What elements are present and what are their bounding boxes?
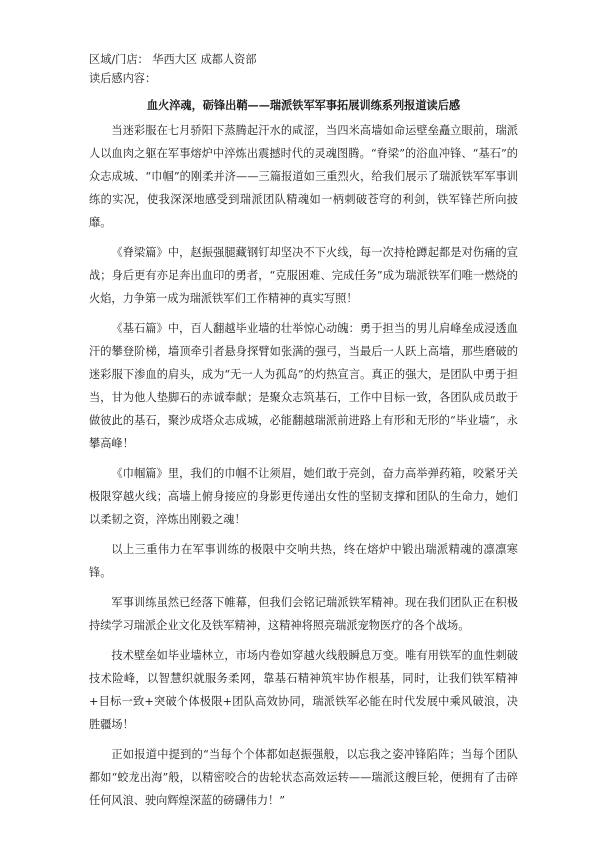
paragraph-heroines: 《巾帼篇》里，我们的巾帼不让须眉，她们敢于亮剑，奋力高举弹药箱，咬紧牙关极限穿越火线；高墙上俯身接应的身影更传递出女性的坚韧支撑和团队的生命力，她们以柔韧之资，淬炼出刚毅之魂！ [89, 467, 518, 526]
paragraph-cornerstone: 《基石篇》中，百人翻越毕业墙的壮举惊心动魄：勇于担当的男儿肩峰垒成浸透血汗的攀登阶梯，墙顶牵引者悬身探臂如张满的强弓，当最后一人跃上高墙，那些磨破的迷彩服下渗血的肩头，成为“无一人为孤岛”的灼热宣言。真正的强大，是团队中勇于担当，甘为他人垫脚石的赤诚奉献；是聚众志筑基石，工作中目标一致，各团队成员敢于做彼此的基石，聚沙成塔众志成城，必能翻越瑞派前进路上有形和无形的“毕业墙”，永攀高峰！ [89, 322, 518, 450]
paragraph-continuation: 军事训练虽然已经落下帷幕，但我们会铭记瑞派铁军精神。现在我们团队正在积极持续学习瑞派企业文化及铁军精神，这精神将照亮瑞派宠物医疗的各个战场。 [89, 596, 518, 632]
paragraph-conclusion: 正如报道中提到的“当每个个体都如赵振强般，以忘我之姿冲锋陷阵；当每个团队都如“蛟龙出海”般，以精密咬合的齿轮状态高效运转——瑞派这艘巨轮，便拥有了击碎任何风浪、驶向辉煌深蓝的磅礴伟力！” [89, 748, 518, 807]
paragraph-backbone: 《脊梁篇》中，赵振强腿藏钢钉却坚决不下火线，每一次持枪蹲起都是对伤痛的宣战；身后更有亦足奔出血印的勇者，“克服困难、完成任务”成为瑞派铁军们唯一燃烧的火焰，力争第一成为瑞派铁军们工作精神的真实写照！ [89, 246, 518, 305]
paragraph-summary: 以上三重伟力在军事训练的极限中交响共热，终在熔炉中锻出瑞派精魂的凛凛寒锋。 [89, 543, 518, 579]
document-title: 血火淬魂，砺锋出鞘——瑞派铁军军事拓展训练系列报道读后感 [146, 98, 461, 112]
paragraph-intro: 当迷彩服在七月骄阳下蒸腾起汗水的咸涩，当四米高墙如命运壁垒矗立眼前，瑞派人以血肉之躯在军事熔炉中淬炼出震撼时代的灵魂图腾。“脊梁”的浴血冲锋、“基石”的众志成城、“巾帼”的刚柔并济——三篇报道如三重烈火，给我们展示了瑞派铁军军事训练的实况，使我深深地感受到瑞派团队精魂如一柄刺破苍穹的利剑，铁军锋芒所向披靡。 [89, 124, 518, 229]
region-store-line: 区域/门店： 华西大区 成都人资部 [89, 53, 257, 66]
paragraph-application: 技术壁垒如毕业墙林立，市场内卷如穿越火线般瞬息万变。唯有用铁军的血性刺破技术险峰，以智慧织就服务柔网，靠基石精神筑牢协作根基，同时，让我们铁军精神+目标一致+突破个体极限+团队高效协同，瑞派铁军必能在时代发展中乘风破浪，决胜疆场！ [89, 649, 518, 731]
review-content-label: 读后感内容： [89, 72, 157, 85]
